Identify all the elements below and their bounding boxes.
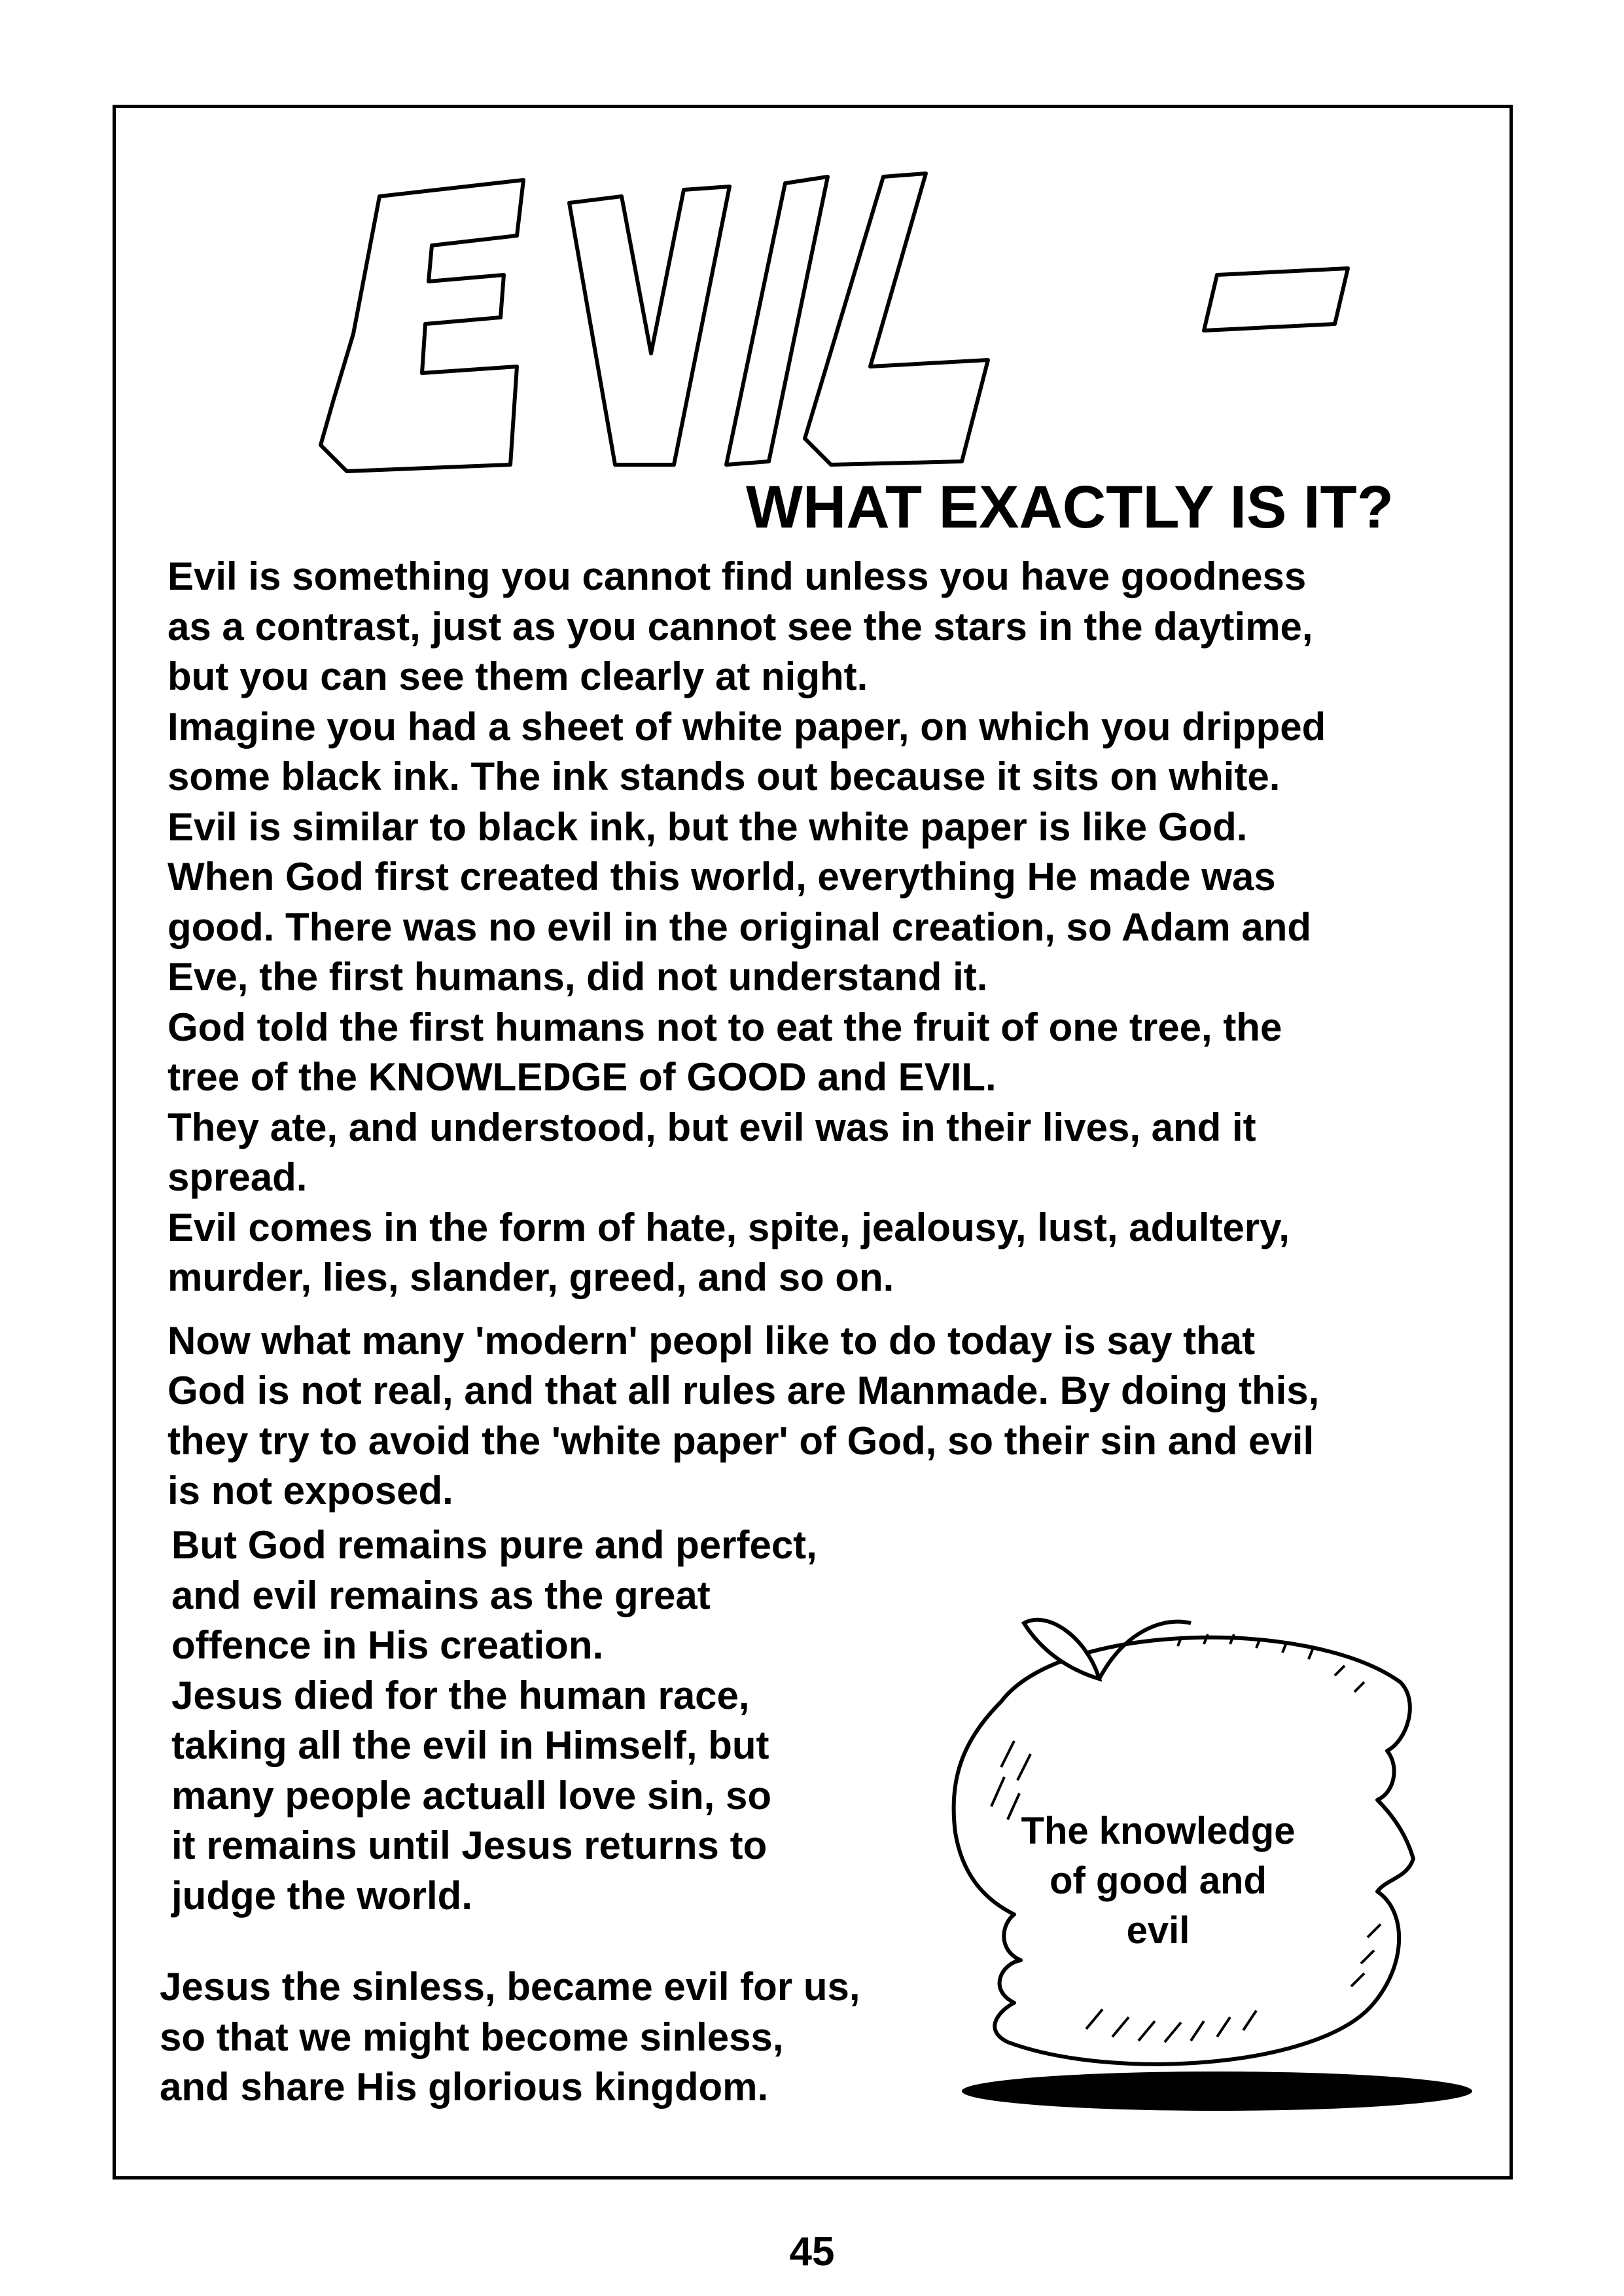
lower-text [171,1520,924,1921]
caption-line: The knowledge [1021,1810,1296,1852]
text-line: taking all the evil in Himself, but [171,1723,769,1767]
text-line: God is not real, and that all rules are Manmade. By doing this, [168,1369,1320,1412]
text-line: some black ink. The ink stands out because it sits on white. [168,755,1280,798]
text-line: They ate, and understood, but evil was in their lives, and it [168,1105,1256,1149]
text-line: tree of the KNOWLEDGE of GOOD and EVIL. [168,1055,997,1099]
page-number: 45 [789,2229,835,2274]
apple-caption [995,1806,1322,1956]
text-line: it remains until Jesus returns to [171,1823,768,1867]
text-line: as a contrast, just as you cannot see the stars in the daytime, [168,604,1313,649]
text-line: is not exposed. [168,1469,453,1513]
main-text [168,552,1463,1516]
text-line: Evil is something you cannot find unless you have goodness [168,554,1307,598]
text-line: good. There was no evil in the original creation, so Adam and [168,905,1312,949]
text-line: God told the first humans not to eat the fruit of one tree, the [168,1005,1282,1049]
text-line: Now what many 'modern' peopl like to do today is say that [168,1318,1256,1363]
caption-line: of good and [1050,1859,1267,1902]
caption-line: evil [1126,1909,1190,1952]
page-title: WHAT EXACTLY IS IT? [746,474,1394,541]
text-line: Jesus died for the human race, [171,1673,750,1717]
text-line: Eve, the first humans, did not understand it. [168,955,988,999]
text-line: many people actuall love sin, so [171,1773,771,1818]
text-line: spread. [168,1155,308,1199]
text-line: But God remains pure and perfect, [171,1523,817,1567]
text-line: When God first created this world, everything He made was [168,855,1276,899]
text-line: they try to avoid the 'white paper' of God, so their sin and evil [168,1418,1315,1463]
text-line: and share His glorious kingdom. [160,2065,769,2109]
text-line: judge the world. [171,1873,472,1918]
text-line: offence in His creation. [171,1623,604,1667]
text-line: so that we might become sinless, [160,2015,784,2059]
text-line: murder, lies, slander, greed, and so on. [168,1255,894,1299]
text-line: Imagine you had a sheet of white paper, on which you dripped [168,704,1326,749]
text-line: and evil remains as the great [171,1573,711,1617]
text-line: but you can see them clearly at night. [168,655,868,698]
text-line: Evil is similar to black ink, but the white paper is like God. [168,804,1248,849]
text-line: Jesus the sinless, became evil for us, [160,1965,860,2009]
evil-heading-art [308,157,1368,484]
text-line: Evil comes in the form of hate, spite, jealousy, lust, adultery, [168,1205,1290,1249]
closing-text [160,1962,945,2113]
